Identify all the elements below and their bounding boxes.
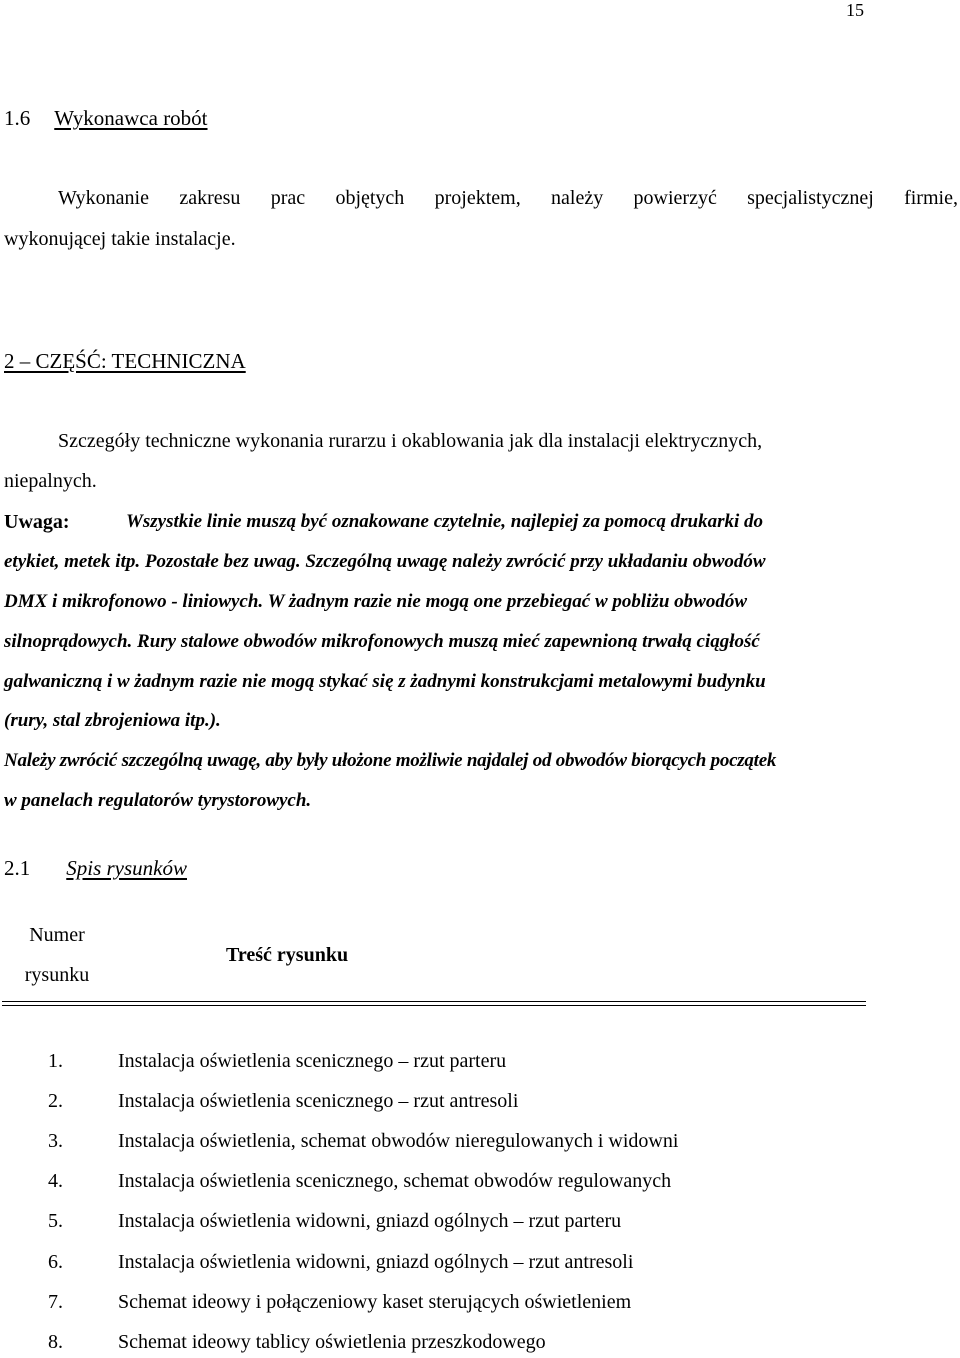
word: projektem, [434, 187, 521, 209]
table-row-number: 5. [48, 1210, 63, 1232]
word: Wykonanie [58, 187, 149, 209]
section-heading-2-1 [4, 856, 187, 881]
paragraph-line: wykonującej takie instalacje. [4, 228, 236, 250]
warning-line: (rury, stal zbrojeniowa itp.). [4, 710, 221, 731]
table-header-number: Numer [29, 924, 85, 946]
table-row-text: Instalacja oświetlenia scenicznego – rzut antresoli [118, 1090, 519, 1112]
warning-line: Wszystkie linie muszą być oznakowane czytelnie, najlepiej za pomocą drukarki do [126, 511, 764, 532]
section-heading-1-6 [4, 106, 208, 131]
table-row-number: 8. [48, 1331, 63, 1353]
word: specjalistycznej [747, 187, 874, 209]
word: objętych [335, 187, 405, 209]
warning-label: Uwaga: [4, 511, 70, 533]
table-row-text: Schemat ideowy tablicy oświetlenia przeszkodowego [118, 1331, 546, 1353]
table-row-text: Schemat ideowy i połączeniowy kaset sterujących oświetleniem [118, 1291, 632, 1313]
table-row-number: 6. [48, 1251, 63, 1273]
word: zakresu [179, 187, 241, 209]
section-number: 2.1 [4, 856, 31, 880]
table-row-number: 7. [48, 1291, 63, 1313]
section-number: 1.6 [4, 106, 31, 130]
table-row-number: 3. [48, 1130, 63, 1152]
warning-line: w panelach regulatorów tyrystorowych. [4, 790, 312, 811]
section-title: Spis rysunków [66, 856, 187, 880]
section-title: Wykonawca robót [54, 106, 208, 130]
table-divider [2, 1001, 866, 1002]
table-row-text: Instalacja oświetlenia scenicznego, schemat obwodów regulowanych [118, 1170, 672, 1192]
paragraph-line: niepalnych. [4, 470, 97, 492]
warning-line: Należy zwrócić szczególną uwagę, aby były ułożone możliwie najdalej od obwodów biorących początek [4, 750, 777, 771]
paragraph-line: Szczegóły techniczne wykonania rurarzu i okablowania jak dla instalacji elektrycznych, [58, 430, 763, 452]
table-row-text: Instalacja oświetlenia widowni, gniazd ogólnych – rzut parteru [118, 1210, 622, 1232]
paragraph-line [58, 187, 958, 210]
word: firmie, [904, 187, 958, 209]
table-header-content: Treść rysunku [226, 944, 349, 966]
table-row-text: Instalacja oświetlenia widowni, gniazd ogólnych – rzut antresoli [118, 1251, 634, 1273]
word: powierzyć [633, 187, 717, 209]
section-heading-2: 2 – CZĘŚĆ: TECHNICZNA [4, 349, 246, 373]
table-row-number: 2. [48, 1090, 63, 1112]
table-header-number: rysunku [24, 964, 90, 986]
warning-line: etykiet, metek itp. Pozostałe bez uwag. Szczególną uwagę należy zwrócić przy układaniu obwodów [4, 551, 766, 572]
table-row-number: 1. [48, 1050, 63, 1072]
table-row-number: 4. [48, 1170, 63, 1192]
warning-line: silnoprądowych. Rury stalowe obwodów mikrofonowych muszą mieć zapewnioną trwałą ciągłość [4, 631, 760, 652]
warning-line: galwaniczną i w żadnym razie nie mogą stykać się z żadnymi konstrukcjami metalowymi budynku [4, 671, 766, 692]
warning-line: DMX i mikrofonowo - liniowych. W żadnym razie nie mogą one przebiegać w pobliżu obwodów [4, 591, 748, 612]
table-row-text: Instalacja oświetlenia scenicznego – rzut parteru [118, 1050, 507, 1072]
table-row-text: Instalacja oświetlenia, schemat obwodów nieregulowanych i widowni [118, 1130, 679, 1152]
page-number: 15 [846, 0, 864, 20]
table-divider [2, 1005, 866, 1006]
word: prac [270, 187, 306, 209]
word: należy [551, 187, 604, 209]
